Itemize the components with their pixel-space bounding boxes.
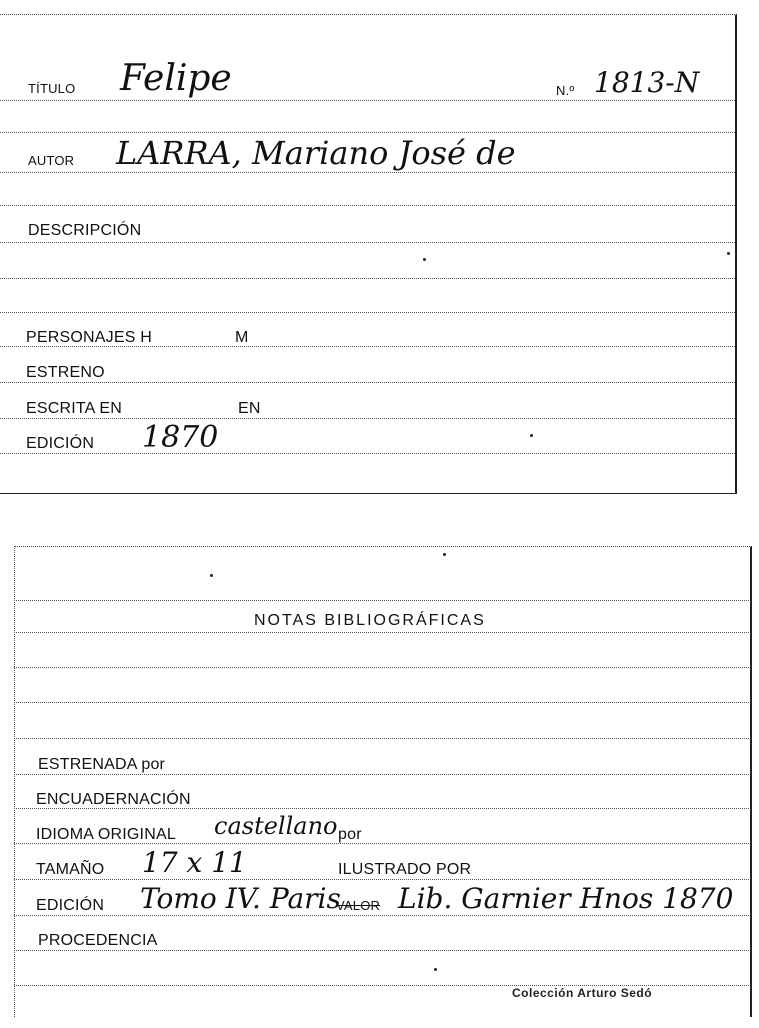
titulo-label: TÍTULO [28,81,76,96]
scan-speck [423,258,426,261]
scan-speck [434,968,437,971]
edicion-label-bottom: EDICIÓN [36,897,105,914]
scan-speck [210,574,213,577]
rule-line [0,278,735,279]
encuadernacion-label: ENCUADERNACIÓN [36,791,191,808]
tamano-value: 17 x 11 [142,846,247,879]
rule-line [14,600,749,601]
procedencia-label: PROCEDENCIA [38,932,158,949]
rule-line [0,132,735,133]
estrenada-label: ESTRENADA por [38,756,166,773]
estreno-label: ESTRENO [26,364,105,381]
personajes-m-label: M [235,329,249,346]
scan-speck [443,553,446,556]
rule-line [14,915,749,916]
rule-line [14,738,749,739]
descripcion-label: DESCRIPCIÓN [28,222,142,239]
edicion-label: EDICIÓN [26,435,95,452]
rule-line [0,453,735,454]
rule-line [14,879,749,880]
valor-struck-label: VALOR [336,898,381,913]
autor-label: AUTOR [28,153,75,168]
collection-credit: Colección Arturo Sedó [512,986,653,1000]
rule-line [0,312,735,313]
notas-heading: NOTAS BIBLIOGRÁFICAS [254,612,486,629]
scan-speck [530,434,533,437]
tamano-label: TAMAÑO [36,861,105,878]
autor-value: LARRA, Mariano José de [116,134,516,172]
scan-speck [727,252,730,255]
ilustrado-label: ILUSTRADO POR [338,861,472,878]
escrita-label: ESCRITA EN [26,400,122,417]
rule-line [0,242,735,243]
rule-line [0,205,735,206]
personajes-label: PERSONAJES H [26,329,152,346]
edicion-value-part1: Tomo IV. Paris [140,882,341,915]
rule-line [0,172,735,173]
rule-line [14,950,749,951]
idioma-label: IDIOMA ORIGINAL [36,826,176,843]
idioma-por-label: por [338,826,362,843]
rule-line [0,418,735,419]
escrita-en-label: EN [238,400,261,417]
edicion-value-part2: Lib. Garnier Hnos 1870 [398,882,734,915]
rule-line [14,632,749,633]
rule-line [0,382,735,383]
rule-line [14,774,749,775]
numero-value: 1813-N [594,66,700,99]
rule-line [0,100,735,101]
rule-line [14,667,749,668]
rule-line [14,702,749,703]
titulo-value: Felipe [120,58,232,99]
edicion-value: 1870 [142,420,219,455]
idioma-value: castellano [214,812,338,840]
numero-label: N.º [556,83,575,98]
